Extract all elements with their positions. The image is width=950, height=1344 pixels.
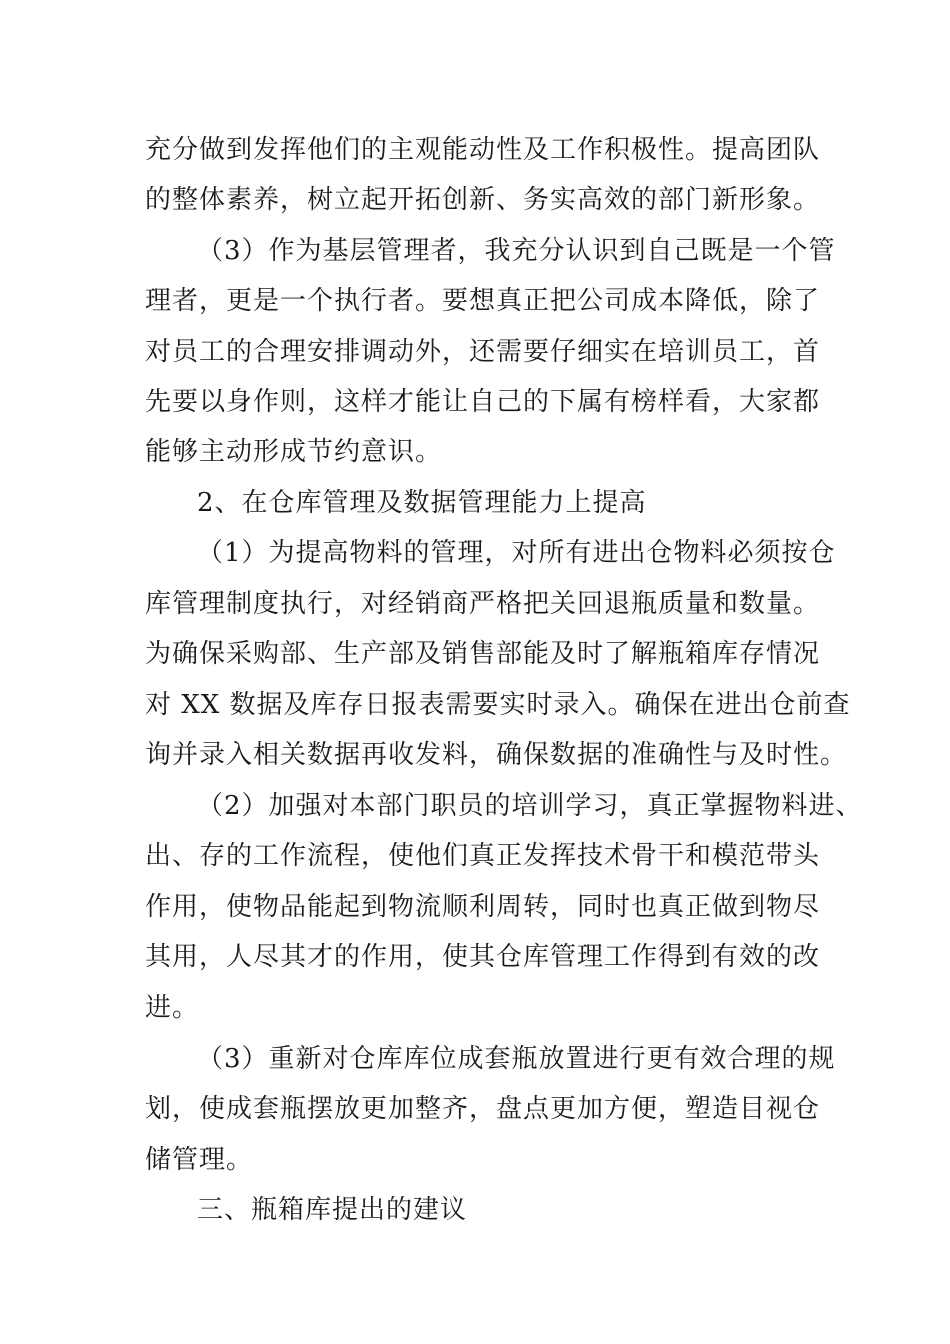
text-line: 出、存的工作流程，使他们真正发挥技术骨干和模范带头 bbox=[145, 841, 821, 871]
text-line: 库管理制度执行，对经销商严格把关回退瓶质量和数量。 bbox=[145, 589, 821, 619]
text-line: 能够主动形成节约意识。 bbox=[145, 437, 443, 467]
text-line: （2）加强对本部门职员的培训学习，真正掌握物料进、 bbox=[197, 791, 863, 821]
text-line: 其用，人尽其才的作用，使其仓库管理工作得到有效的改 bbox=[145, 942, 821, 972]
text-line: 询并录入相关数据再收发料，确保数据的准确性与及时性。 bbox=[145, 740, 848, 770]
text-line: 对 XX 数据及库存日报表需要实时录入。确保在进出仓前查 bbox=[145, 690, 851, 720]
section-heading: 三、瓶箱库提出的建议 bbox=[197, 1195, 468, 1225]
text-line: 划，使成套瓶摆放更加整齐，盘点更加方便，塑造目视仓 bbox=[145, 1094, 821, 1124]
text-line: （3）重新对仓库库位成套瓶放置进行更有效合理的规 bbox=[197, 1044, 836, 1074]
text-line: 为确保采购部、生产部及销售部能及时了解瓶箱库存情况 bbox=[145, 639, 821, 669]
text-line: 理者，更是一个执行者。要想真正把公司成本降低，除了 bbox=[145, 286, 821, 316]
text-line: 对员工的合理安排调动外，还需要仔细实在培训员工，首 bbox=[145, 337, 821, 367]
text-line: 充分做到发挥他们的主观能动性及工作积极性。提高团队 bbox=[145, 135, 821, 165]
text-line: 作用，使物品能起到物流顺利周转，同时也真正做到物尽 bbox=[145, 892, 821, 922]
text-line: 的整体素养，树立起开拓创新、务实高效的部门新形象。 bbox=[145, 185, 821, 215]
text-line: 先要以身作则，这样才能让自己的下属有榜样看，大家都 bbox=[145, 387, 821, 417]
section-heading: 2、在仓库管理及数据管理能力上提高 bbox=[197, 488, 647, 518]
text-line: （3）作为基层管理者，我充分认识到自己既是一个管 bbox=[197, 236, 836, 266]
text-line: 进。 bbox=[145, 993, 200, 1023]
text-line: （1）为提高物料的管理，对所有进出仓物料必须按仓 bbox=[197, 538, 836, 568]
text-line: 储管理。 bbox=[145, 1145, 254, 1175]
